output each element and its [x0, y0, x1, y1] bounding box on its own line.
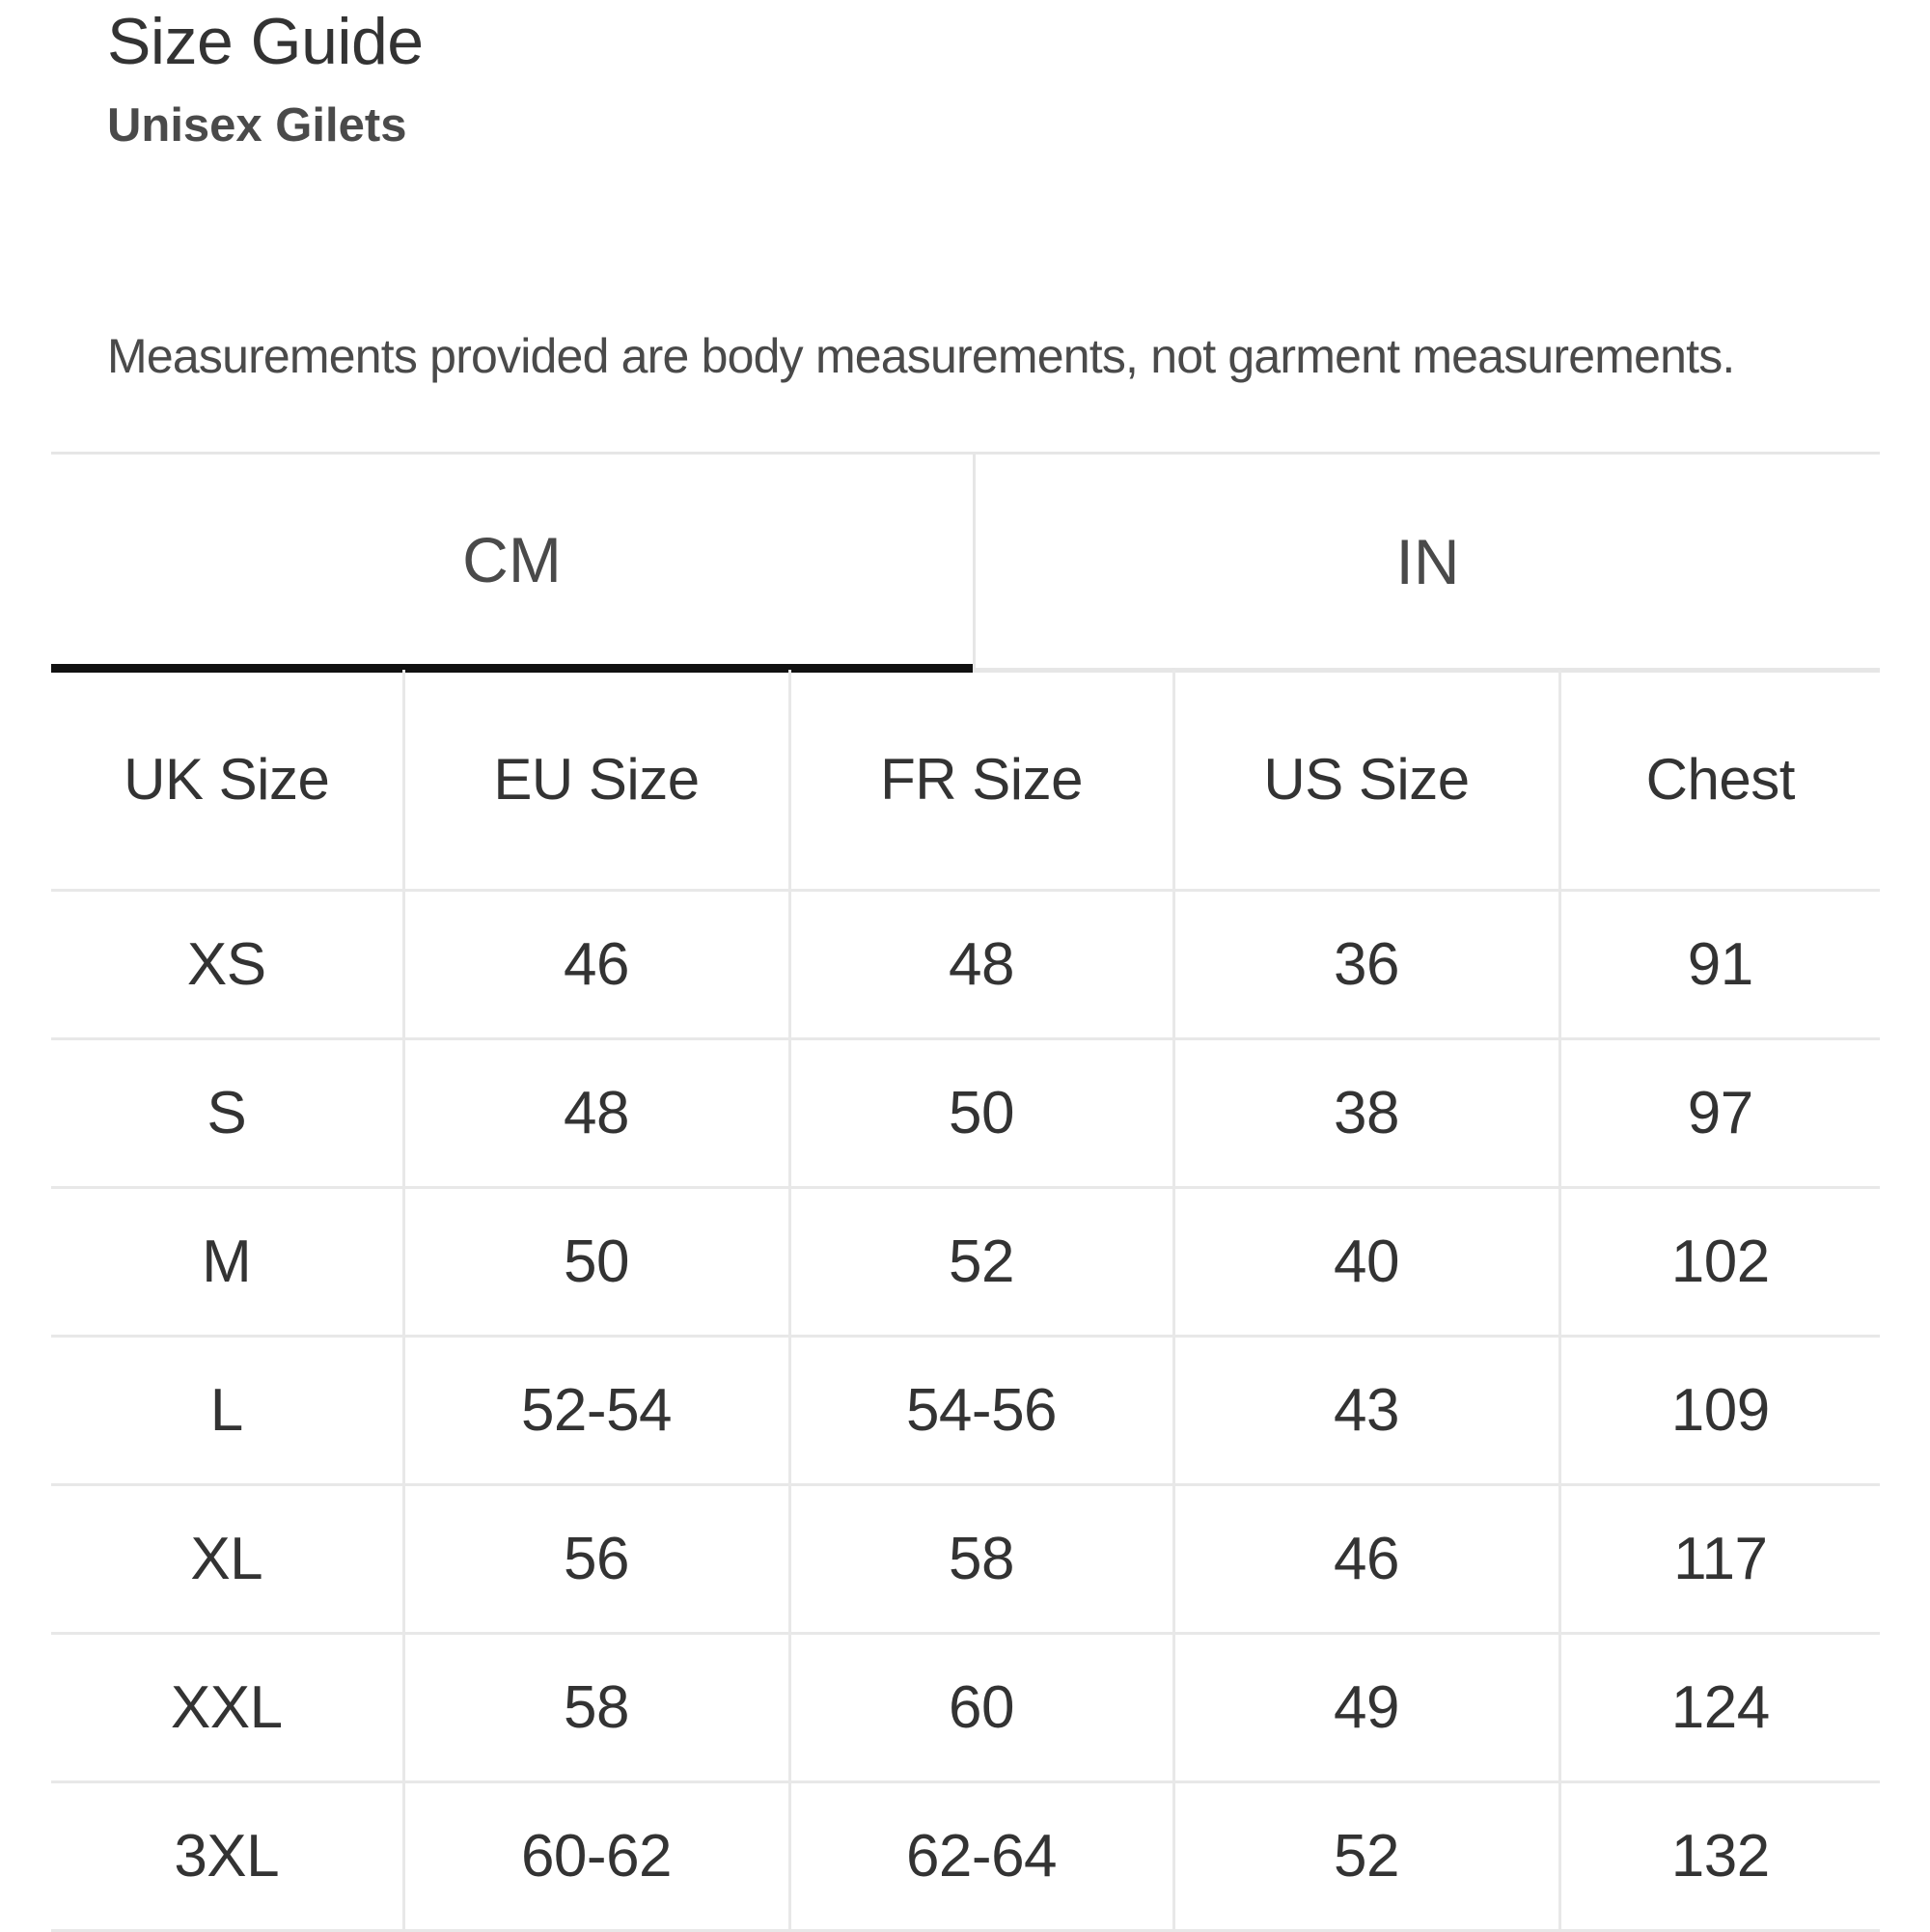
tab-in[interactable]: [973, 455, 1880, 673]
tab-cm-label: CM: [462, 523, 562, 595]
cell-fr-size: 52: [789, 1188, 1173, 1337]
cell-eu-size: 58: [403, 1634, 789, 1782]
cell-eu-size: 52-54: [403, 1337, 789, 1485]
cell-us-size: 40: [1173, 1188, 1559, 1337]
cell-uk-size: XXL: [51, 1634, 403, 1782]
header-fr-size: FR Size: [789, 670, 1173, 891]
tab-in-label: IN: [1395, 525, 1460, 597]
table-row: [51, 891, 1880, 1039]
cell-eu-size: 50: [403, 1188, 789, 1337]
header-uk-size: UK Size: [51, 670, 403, 891]
cell-us-size: 49: [1173, 1634, 1559, 1782]
table-row: [51, 1039, 1880, 1188]
cell-uk-size: L: [51, 1337, 403, 1485]
page-subtitle: Unisex Gilets: [107, 99, 407, 152]
cell-eu-size: 56: [403, 1485, 789, 1634]
page-title: Size Guide: [107, 5, 424, 78]
table-row: [51, 1485, 1880, 1634]
cell-chest: 117: [1559, 1485, 1880, 1634]
cell-chest: 91: [1559, 891, 1880, 1039]
measurement-note: Measurements provided are body measurements, not garment measurements.: [107, 329, 1735, 383]
cell-chest: 102: [1559, 1188, 1880, 1337]
cell-fr-size: 54-56: [789, 1337, 1173, 1485]
cell-uk-size: S: [51, 1039, 403, 1188]
cell-eu-size: 60-62: [403, 1782, 789, 1931]
cell-fr-size: 58: [789, 1485, 1173, 1634]
header-chest: Chest: [1559, 670, 1880, 891]
unit-tabs: [51, 452, 1880, 673]
table-row: [51, 1337, 1880, 1485]
cell-uk-size: XS: [51, 891, 403, 1039]
table-row: [51, 1782, 1880, 1931]
table-row: [51, 1188, 1880, 1337]
cell-fr-size: 62-64: [789, 1782, 1173, 1931]
tab-cm[interactable]: [51, 455, 973, 673]
cell-eu-size: 46: [403, 891, 789, 1039]
cell-us-size: 36: [1173, 891, 1559, 1039]
header-us-size: US Size: [1173, 670, 1559, 891]
cell-fr-size: 50: [789, 1039, 1173, 1188]
cell-uk-size: XL: [51, 1485, 403, 1634]
cell-chest: 132: [1559, 1782, 1880, 1931]
cell-us-size: 38: [1173, 1039, 1559, 1188]
size-table: [51, 670, 1880, 1932]
header-eu-size: EU Size: [403, 670, 789, 891]
table-row: [51, 1634, 1880, 1782]
cell-uk-size: M: [51, 1188, 403, 1337]
cell-chest: 124: [1559, 1634, 1880, 1782]
cell-fr-size: 60: [789, 1634, 1173, 1782]
table-header-row: [51, 670, 1880, 891]
cell-chest: 97: [1559, 1039, 1880, 1188]
cell-fr-size: 48: [789, 891, 1173, 1039]
cell-chest: 109: [1559, 1337, 1880, 1485]
cell-uk-size: 3XL: [51, 1782, 403, 1931]
cell-us-size: 43: [1173, 1337, 1559, 1485]
cell-us-size: 46: [1173, 1485, 1559, 1634]
cell-us-size: 52: [1173, 1782, 1559, 1931]
cell-eu-size: 48: [403, 1039, 789, 1188]
